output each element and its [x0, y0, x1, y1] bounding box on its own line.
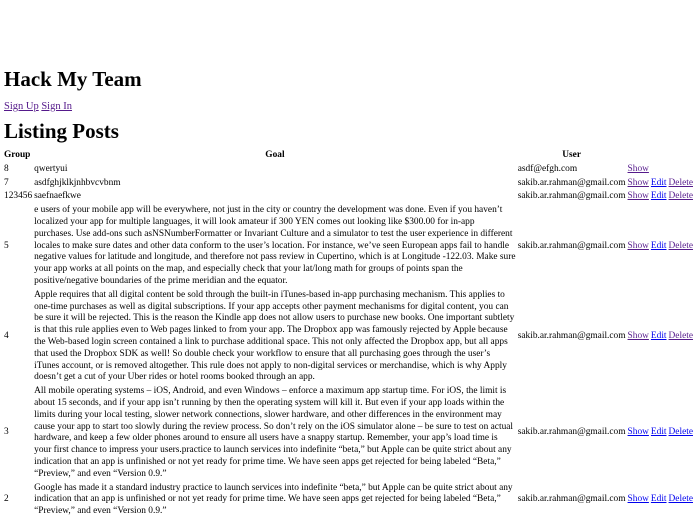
goal-cell: e users of your mobile app will be everywhere, not just in the city or country the development was done. Even if you haven’t localized your app for multiple languages, it will look amateur if 300 YEN comes out looking like $300.00 for in-app purchases. Use add-ons such asNSNumberFormatter or Invariant Culture and a simulator to test the user experience in different locales to make sure dates and other data conform to the user’s location. For instance, we’ve seen European apps fail to handle negative values for latitude and longitude, and therefore not pass review in Cupertino, which is at Longitude -122.03. Make sure your app works at all points on the map, and especially check that your lat/long math for groups of points span the positive/negative boundaries of the prime meridian and the equator. — [34, 205, 516, 286]
column-header-group: Group — [4, 150, 31, 160]
goal-cell: qwertyui — [34, 163, 68, 174]
delete-link[interactable]: Delete — [668, 177, 693, 188]
column-header-actions-show — [628, 150, 649, 162]
edit-link[interactable]: Edit — [650, 427, 667, 438]
group-cell: 2 — [4, 494, 9, 505]
section-title: Listing Posts — [4, 119, 119, 143]
goal-cell: saefnaefkwe — [34, 191, 81, 202]
group-cell: 5 — [4, 240, 9, 251]
show-link[interactable]: Show — [627, 427, 649, 438]
show-link[interactable]: Show — [627, 177, 649, 188]
table-row — [4, 386, 693, 480]
show-link[interactable]: Show — [627, 191, 649, 202]
table-row — [4, 178, 693, 190]
goal-cell: Apple requires that all digital content be sold through the built-in iTunes-based in-app purchasing mechanism. This applies to one-time purchases as well as digital subscriptions. If your app accepts other payment mechanisms for digital content, you can be sure it will be rejected. This is the reason the Kindle app does not allow users to purchase new books. One important subtlety is that this rule applies even to Web pages linked to from your app. The Dropbox app was famously rejected by Apple because the Web-based login screen contained a link to purchase additional space. This not only affected the Dropbox app, but all apps that used the Dropbox SDK as well! So double check your workflow to ensure that all purchasing goes through the user’s iTunes account, or is removed altogether. This rule does not apply to non-digital services or merchandise, which is why Apply doesn’t get a cut of your Uber rides or hotel rooms booked through an app. — [34, 289, 515, 383]
table-row — [4, 483, 693, 518]
user-cell: sakib.ar.rahman@gmail.com — [517, 331, 626, 342]
show-link[interactable]: Show — [627, 163, 649, 174]
delete-link[interactable]: Delete — [668, 240, 693, 251]
table-row — [4, 205, 693, 288]
auth-nav — [4, 100, 691, 114]
group-cell: 7 — [4, 177, 9, 188]
table-row — [4, 290, 693, 384]
column-header-actions-edit — [651, 150, 667, 162]
show-link[interactable]: Show — [627, 494, 649, 505]
user-cell: sakib.ar.rahman@gmail.com — [517, 191, 626, 202]
column-header-goal: Goal — [265, 150, 285, 160]
group-cell: 3 — [4, 427, 9, 438]
table-row — [4, 164, 693, 176]
goal-cell: All mobile operating systems – iOS, Android, and even Windows – enforce a maximum app startup time. For iOS, the limit is about 15 seconds, and if your app isn’t running by then the operating system will kill it. But even if your app loads within the limits during your local testing, slower network connections, slower hardware, and other differences in the environment may cause your app to start too slowly during the review process. So don’t rely on the iOS simulator alone – be sure to test on actual hardware, and keep a few older phones around to ensure all users have a snappy startup. Remember, your app’s load time is your first chance to impress your users.practice to launch services into indefinite “beta,” but Apple can be quite strict about any indication that an app is unfinished or not yet ready for prime time. We have seen apps get rejected for being labeled “Beta,” “Preview,” and even “Version 0.9.” — [34, 386, 514, 479]
user-cell: sakib.ar.rahman@gmail.com — [517, 494, 626, 505]
show-link[interactable]: Show — [627, 240, 649, 251]
edit-link[interactable]: Edit — [650, 177, 667, 188]
sign-up-link[interactable]: Sign Up — [4, 101, 39, 112]
goal-cell: asdfghjklkjnhbvcvbnm — [34, 177, 121, 188]
edit-link[interactable]: Edit — [650, 331, 667, 342]
user-cell: sakib.ar.rahman@gmail.com — [517, 240, 626, 251]
column-header-user: User — [562, 150, 581, 160]
posts-table — [2, 148, 695, 520]
page-title: Hack My Team — [4, 67, 142, 91]
table-row — [4, 191, 693, 203]
group-cell: 123456 — [4, 191, 33, 202]
delete-link[interactable]: Delete — [668, 427, 693, 438]
column-header-actions-delete — [669, 150, 693, 162]
user-cell: sakib.ar.rahman@gmail.com — [517, 177, 626, 188]
user-cell: sakib.ar.rahman@gmail.com — [517, 427, 626, 438]
sign-in-link[interactable]: Sign In — [41, 101, 72, 112]
group-cell: 8 — [4, 163, 9, 174]
table-header-row — [4, 150, 693, 162]
goal-cell: Google has made it a standard industry practice to launch services into indefinite “beta,” but Apple can be quite strict about any indication that an app is unfinished or not yet ready for prime time. We have seen apps get rejected for being labeled “Beta,” “Preview,” and even “Version 0.9.” — [34, 482, 513, 517]
delete-link[interactable]: Delete — [668, 191, 693, 202]
edit-link[interactable]: Edit — [650, 240, 667, 251]
user-cell: asdf@efgh.com — [517, 163, 578, 174]
show-link[interactable]: Show — [627, 331, 649, 342]
delete-link[interactable]: Delete — [668, 331, 693, 342]
delete-link[interactable]: Delete — [668, 494, 693, 505]
edit-link[interactable]: Edit — [650, 494, 667, 505]
group-cell: 4 — [4, 331, 9, 342]
edit-link[interactable]: Edit — [650, 191, 667, 202]
